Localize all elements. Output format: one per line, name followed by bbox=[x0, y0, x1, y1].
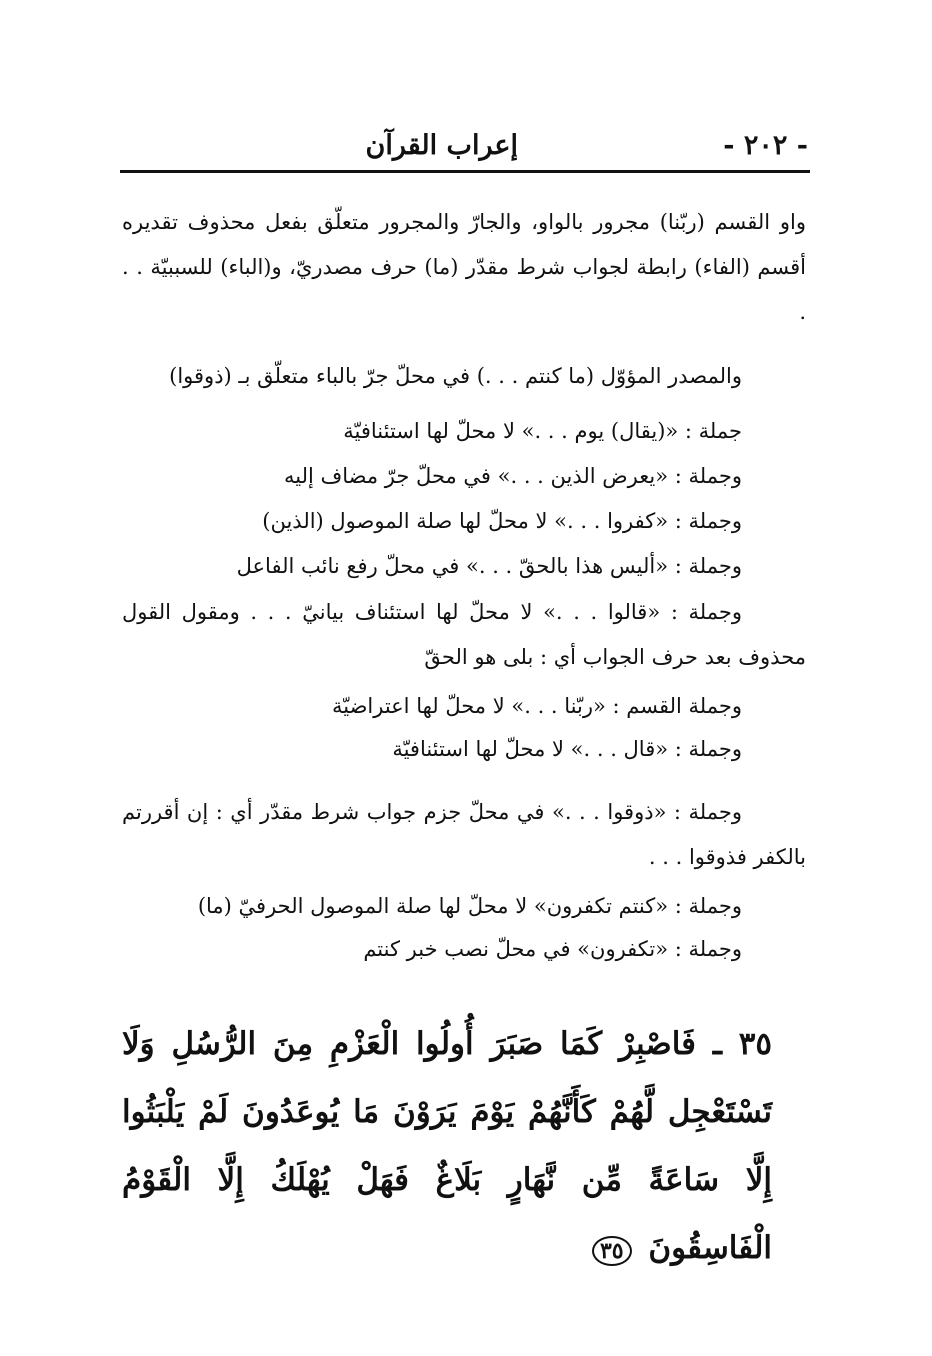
sentence-analysis: وجملة : «كفروا . . .» لا محلّ لها صلة الموصول (الذين) bbox=[262, 509, 742, 533]
header-divider bbox=[120, 170, 810, 173]
page-number: - ٢٠٢ - bbox=[723, 130, 808, 161]
quran-verse bbox=[122, 1010, 772, 1285]
sentence-analysis: وجملة القسم : «ربّنا . . .» لا محلّ لها اعتراضيّة bbox=[331, 694, 742, 718]
verse-number: ٣٥ ـ bbox=[712, 1026, 773, 1062]
sentence-analysis: وجملة : «قال . . .» لا محلّ لها استئنافيّة bbox=[392, 737, 742, 761]
sentence-analysis: وجملة : «كنتم تكفرون» لا محلّ لها صلة الموصول الحرفيّ (ما) bbox=[197, 894, 742, 918]
sentence-analysis: وجملة : «أليس هذا بالحقّ . . .» في محلّ رفع نائب الفاعل bbox=[236, 554, 742, 578]
paragraph-intro: واو القسم (ربّنا) مجرور بالواو، والجارّ والمجرور متعلّق بفعل محذوف تقديره أقسم (الفاء) رابطة لجواب شرط مقدّر (ما) حرف مصدريّ، و(الباء) للسببيّة . . . bbox=[122, 210, 806, 324]
book-title: إعراب القرآن bbox=[365, 130, 518, 161]
sentence-analysis-wrapped: وجملة : «ذوقوا . . .» في محلّ جزم جواب شرط مقدّر أي : إن أقررتم بالكفر فذوقوا . . . bbox=[122, 800, 806, 869]
verse-end-marker: ٣٥ bbox=[592, 1236, 632, 1266]
masdar-line: والمصدر المؤوّل (ما كنتم . . .) في محلّ جرّ بالباء متعلّق بـ (ذوقوا) bbox=[169, 364, 742, 388]
sentence-analysis: وجملة : «يعرض الذين . . .» في محلّ جرّ مضاف إليه bbox=[283, 464, 742, 488]
sentence-analysis: جملة : «(يقال) يوم . . .» لا محلّ لها استئنافيّة bbox=[343, 419, 742, 443]
sentence-analysis: وجملة : «تكفرون» في محلّ نصب خبر كنتم bbox=[363, 937, 742, 961]
sentence-analysis-wrapped: وجملة : «قالوا . . .» لا محلّ لها استئناف بيانيّ . . . ومقول القول محذوف بعد حرف الجواب أي : بلى هو الحقّ bbox=[122, 600, 806, 669]
verse-text: فَاصْبِرْ كَمَا صَبَرَ أُولُوا الْعَزْمِ مِنَ الرُّسُلِ وَلَا تَسْتَعْجِل لَّهُمْ كَأَنَّهُمْ يَوْمَ يَرَوْنَ مَا يُوعَدُونَ لَمْ يَلْبَثُوا إِلَّا سَاعَةً مِّن نَّهَارٍ بَلَاغٌ فَهَلْ يُهْلَكُ إِلَّا الْقَوْمُ الْفَاسِقُونَ bbox=[122, 1026, 772, 1266]
page-header bbox=[120, 130, 808, 170]
